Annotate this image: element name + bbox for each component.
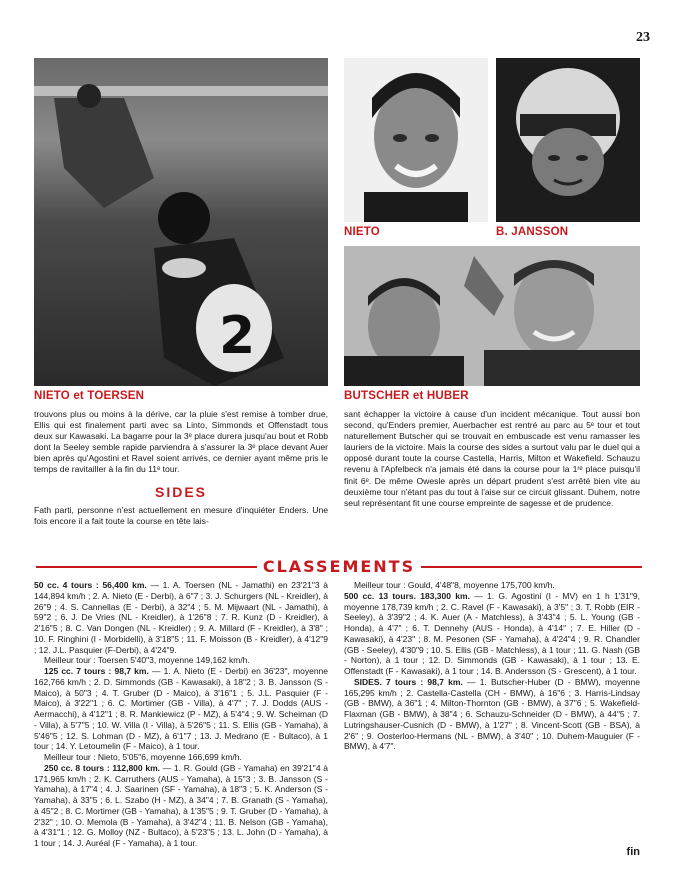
- article-left-column: [34, 409, 328, 527]
- result-text: — 1. A. Toersen (NL - Jamathi) en 23'21"3 à 144,894 km/h ; 2. A. Nieto (E - Derbi), à 6"7 ; 3. J. Schurgers (NL - Kreidler), à 26"9 ; 4. S. Cannellas (E - Derbi), à 32"4 ; 5. M. Mijwaart (NL - Jamathi), à 59"2 ; 6. J. De Vries (NL - Kreidler), à 1'26"8 ; 7. R. Kunz (D - Kreidler), à 2'16"5 ; 8. C. Van Dongen (NL - Kreidler) ; 9. A. Millard (F - Kreidler), à 3'8" ; 10. F. Ringhini (I - Morbidelli), à 3'18"5 ; 11. F. Moisson (B - Kreidler), à 4'12"9 ; 12. J.L. Pasquier (F-Derbi), à 4'24"9.: [34, 580, 328, 655]
- result-heading: SIDES. 7 tours : 98,7 km.: [354, 676, 463, 687]
- results-right-column: [344, 580, 640, 752]
- result-sides: [344, 677, 640, 752]
- photo-jansson-portrait: [496, 58, 640, 222]
- result-heading: 125 cc. 7 tours : 98,7 km.: [44, 666, 149, 676]
- photo-race-nieto-toersen: [34, 58, 328, 386]
- photo-butscher-huber: [344, 246, 640, 386]
- result-heading: 250 cc. 8 tours : 112,800 km.: [44, 762, 160, 773]
- result-50cc: [34, 580, 328, 655]
- article-right-column: [344, 409, 640, 509]
- result-text: — 1. R. Gould (GB - Yamaha) en 39'21"4 à 171,965 km/h ; 2. K. Carruthers (AUS - Yamaha), à 15"3 ; 3. B. Jansson (S - Yamaha), à 17"4 ; 4. J. Saarinen (SF - Yamaha), à 18"3 ; 5. K. Anderson (S - Yamaha), à 33"5 ; 6. L. Szabo (H - MZ), à 34"4 ; 7. B. Granath (S - Yamaha), à 45"2 ; 8. C. Mortimer (GB - Yamaha), à 1'35"5 ; 9. T. Gruber (D - Yamaha), à 2'32" ; 10. O. Memola (B - Yamaha), à 3'42"4 ; 11. B. Nelson (GB - Yamaha), à 4'31"1 ; 12. G. Molloy (NZ - Bultaco), à 5'23"5 ; 13. L. John (D - Yamaha), à 1 tour ; 14. J. Auréal (F - Yamaha), à 1 tour.: [34, 762, 328, 848]
- results-left-column: [34, 580, 328, 849]
- result-heading: 500 cc. 13 tours. 183,300 km.: [344, 590, 470, 601]
- article-paragraph: trouvons plus ou moins à la dérive, car la pluie s'est remise à tomber drue, Ellis qui est finalement parti avec sa Linto, Simmonds et Offenstadt tous deux sur Kawasaki. La bagarre pour la 3ᵉ place durera jusqu'au bout et Robb dont la Seeley semble rapide parviendra à s'assurer la 3ᵉ place devant Auer bien après qu'Agostini et Ravel soient arrivés, ce dernier ayant même pris le temps de ravitailler à la fin du 11ᵉ tour.: [34, 409, 328, 475]
- best-lap-250cc: Meilleur tour : Gould, 4'48"8, moyenne 175,700 km/h.: [354, 580, 555, 590]
- result-text: — 1. A. Nieto (E - Derbi) en 36'23", moyenne 162,766 km/h ; 2. D. Simmonds (GB - Kawasaki), à 18"2 ; 3. B. Jansson (S - Maico), à 50"3 ; 4. T. Gruber (D - Maico), à 3'16"1 ; 5. J.L. Pasquier (F - Maico), à 3'22"1 ; 6. C. Mortimer (GB - Villa), à 4'7" ; 7. J. Dodds (AUS - Aermacchi), à 4'12"1 ; 8. R. Mankiewicz (P - MZ), à 5'4"4 ; 9. W. Scheiman (D - Villa), à 5'7"5 ; 10. W. Villa (I - Villa), à 5'26"5 ; 11. S. Ellis (GB - Yamaha), à 5'46"5 ; 12. S. Lohman (D - MZ), à 6'1"7 ; 13. J. Medrano (E - Bultaco), à 1 tour ; 14. Y. Letoumelin (F - Maico), à 1 tour.: [34, 666, 328, 752]
- best-lap-125cc: Meilleur tour : Nieto, 5'05"6, moyenne 166,699 km/h.: [44, 752, 242, 762]
- caption-butscher-huber: BUTSCHER et HUBER: [344, 390, 469, 402]
- best-lap-50cc: Meilleur tour : Toersen 5'40"3, moyenne 149,162 km/h.: [44, 655, 250, 666]
- classements-heading-bar: [36, 558, 642, 576]
- caption-jansson: B. JANSSON: [496, 226, 569, 238]
- result-250cc: [34, 763, 328, 849]
- end-marker: fin: [626, 846, 640, 858]
- article-paragraph: Fath parti, personne n'est actuellement en mesure d'inquiéter Enders. Une fois encore il a fait toute la course en tête lais-: [34, 504, 328, 526]
- classements-title: CLASSEMENTS: [257, 557, 421, 576]
- result-500cc: [344, 591, 640, 677]
- sides-heading: SIDES: [154, 483, 207, 500]
- caption-nieto: NIETO: [344, 226, 380, 238]
- page-number: 23: [636, 30, 650, 45]
- result-text: — 1. Butscher-Huber (D - BMW), moyenne 165,295 km/h ; 2. Castella-Castella (CH - BMW), à 16"6 ; 3. Harris-Lindsay (GB - BMW), à 36"1 ; 4. Milton-Thornton (GB - BMW), à 37"6 ; 5. Wakefield-Flaxman (GB - BMW), à 38"4 ; 6. Schauzu-Schneider (D - BMW), à 44"5 ; 7. Lutringshauser-Cusnich (D - BMW), à 1'27" ; 8. Vincent-Scott (GB - BSA), à 2'6" ; 9. Oosterloo-Hermans (NL - BMW), à 3'40" ; 10. Duhem-Mauguier (F - BMW), à 4'7".: [344, 676, 640, 752]
- caption-nieto-toersen: NIETO et TOERSEN: [34, 390, 145, 402]
- result-heading: 50 cc. 4 tours : 56,400 km.: [34, 580, 147, 590]
- photo-nieto-portrait: [344, 58, 488, 222]
- article-paragraph: sant échapper la victoire à cause d'un incident mécanique. Tout aussi bon second, qu'Enders premier, Auerbacher est rentré au parc au 5ᵉ tour et tout naturellement Butscher qui se trouvait en embuscade est venu ramasser les lauriers de la victoire. Mais la course des sides a surtout valu par le duel qui a opposé durant toute la course Castella, Harris, Milton et Wakefield. Schauzu revenu à l'Apfelbeck n'a jamais été dans la course pour la 1ʳᵉ place puisqu'il finit 6ᵉ. De même Owesle après un départ prudent s'est arrêté bien vite au deuxième tour n'étant pas du tout à l'aise sur ce circuit glissant. Duhem, notre seul représentant fit une course empreinte de sagesse et de prudence.: [344, 409, 640, 508]
- result-125cc: [34, 666, 328, 752]
- result-text: — 1. G. Agostini (I - MV) en 1 h 1'31"9, moyenne 178,739 km/h ; 2. C. Ravel (F - Kawasaki), à 3'5" ; 3. T. Robb (EIR - Seeley), à 3'39"2 ; 4. K. Auer (A - Matchless), à 3'43"4 ; 5. L. Young (GB - Honda), à 4'7" ; 6. T. Dennehy (AUS - Honda), à 4'14" ; 7. E. Hiller (D - Kawasaki), à 4'23" ; 8. M. Pesonen (SF - Yamaha), à 4'24"4 ; 9. R. Chandler (GB - Seeley), 4'30"9 ; 10. S. Ellis (GB - Matchless), à 1 tour ; 11. G. Nash (GB - Norton), à 1 tour ; 12. D. Simmonds (GB - Kawasaki), à 1 tour ; 13. E. Offenstadt (F - Kawasaki), à 1 tour ; 14. B. Andersson (S - Grescent), à 1 tour.: [344, 590, 640, 676]
- svg-text:2: 2: [219, 306, 256, 366]
